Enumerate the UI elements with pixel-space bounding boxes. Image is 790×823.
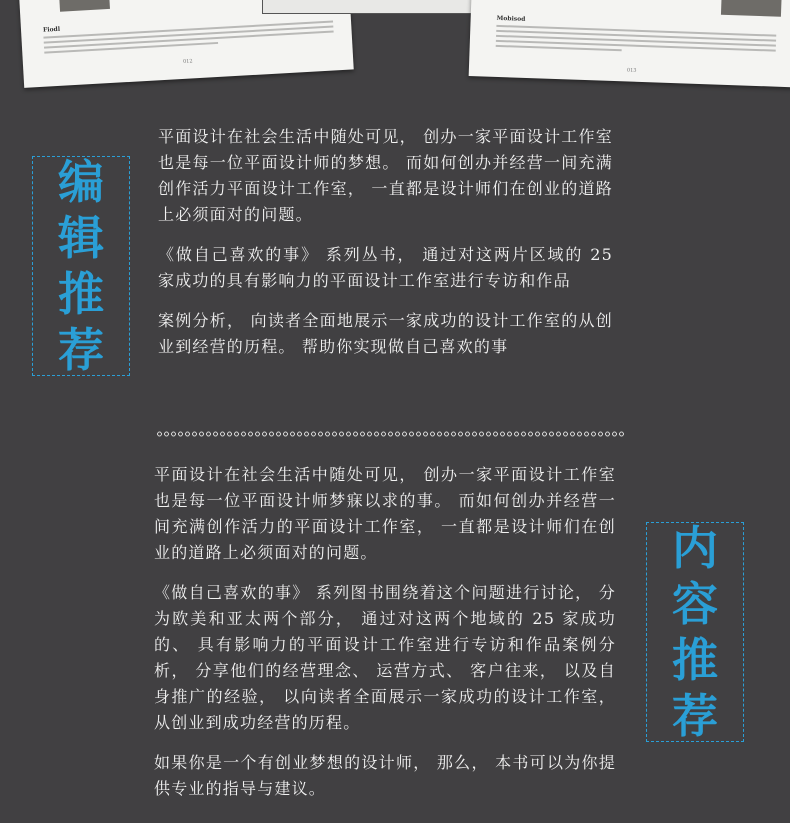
paragraph: 案例分析， 向读者全面地展示一家成功的设计工作室的从创业到经营的历程。 帮助你实现做自己喜欢的事 <box>158 311 613 356</box>
content-recommendation-label <box>646 522 744 742</box>
editor-recommendation-label <box>32 156 130 376</box>
page-text-lines <box>43 20 334 56</box>
label-char: 内 <box>672 521 718 575</box>
label-char: 荐 <box>58 323 104 377</box>
page-heading: Mobisod <box>496 14 526 23</box>
paragraph: 《做自己喜欢的事》 系列丛书， 通过对这两片区域的 25 家成功的具有影响力的平面设计工作室进行专访和作品 <box>158 245 613 290</box>
page-number: 012 <box>182 58 193 65</box>
label-char: 编 <box>58 155 104 209</box>
label-char: 荐 <box>672 689 718 743</box>
page-text-lines <box>496 25 777 60</box>
editor-recommendation-text <box>158 124 613 374</box>
paragraph: 如果你是一个有创业梦想的设计师， 那么， 本书可以为你提供专业的指导与建议。 <box>154 753 616 798</box>
paragraph: 平面设计在社会生活中随处可见， 创办一家平面设计工作室也是每一位平面设计师梦寐以求的事。 而如何创办并经营一间充满创作活力的平面设计工作室， 一直都是设计师们在创业的道路上必须面对的问题。 <box>154 465 616 562</box>
page-photo <box>58 0 110 12</box>
book-page-right <box>469 0 790 87</box>
book-page-middle <box>262 0 474 14</box>
page-photo <box>721 0 782 17</box>
label-char: 推 <box>672 633 718 687</box>
label-char: 容 <box>672 577 718 631</box>
page-number: 013 <box>626 67 637 74</box>
paragraph: 《做自己喜欢的事》 系列图书围绕着这个问题进行讨论， 分为欧美和亚太两个部分， 通过对这两个地域的 25 家成功的、 具有影响力的平面设计工作室进行专访和作品案例分析， 分享他们的经营理念、 运营方式、 客户往来， 以及自身推广的经验， 以向读者全面展示一家成功的设计工作室， 从创业到成功经营的历程。 <box>154 583 616 732</box>
paragraph: 平面设计在社会生活中随处可见， 创办一家平面设计工作室也是每一位平面设计师的梦想。 而如何创办并经营一间充满创作活力平面设计工作室， 一直都是设计师们在创业的道路上必须面对的问题。 <box>158 127 613 224</box>
content-recommendation-text <box>154 462 616 816</box>
label-char: 辑 <box>58 211 104 265</box>
ornamental-divider <box>156 430 626 438</box>
page-heading: Fiodl <box>42 25 61 34</box>
label-char: 推 <box>58 267 104 321</box>
